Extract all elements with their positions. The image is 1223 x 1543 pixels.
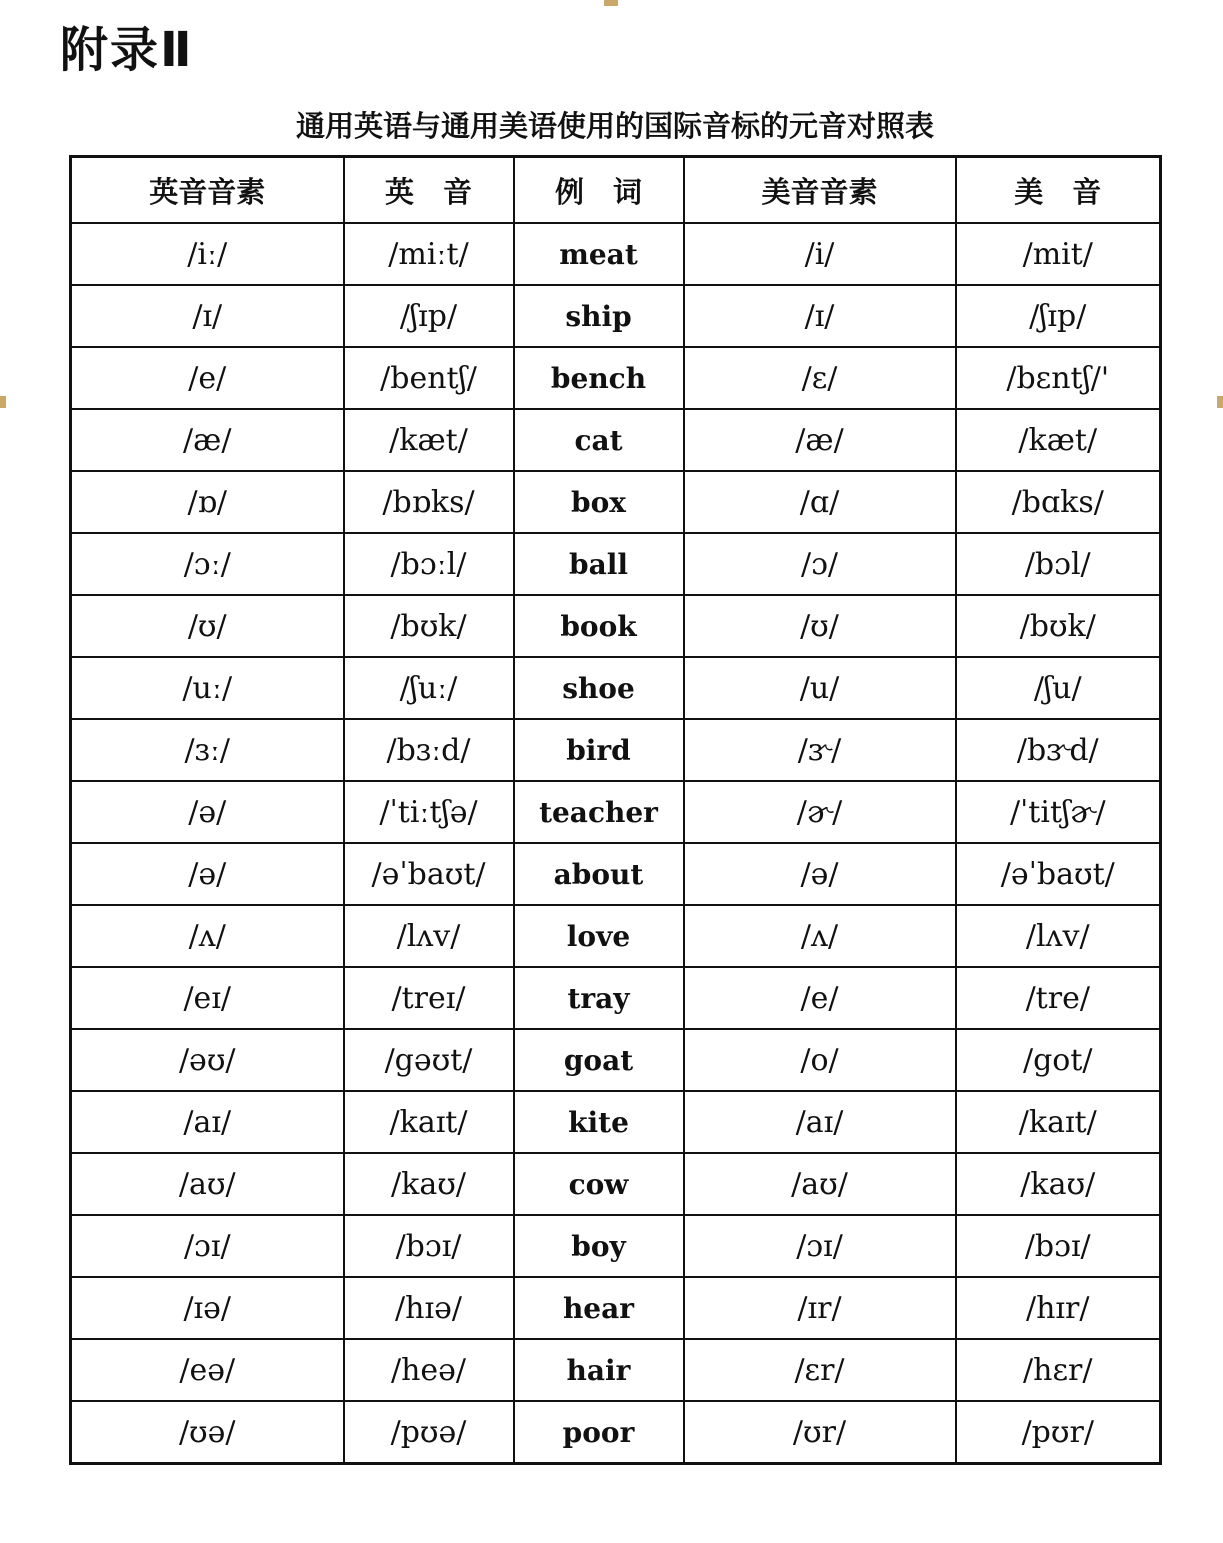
- header-british-phoneme: 英音音素: [71, 157, 344, 224]
- american-pronunciation-cell: /kaɪt/: [956, 1091, 1161, 1153]
- example-word-cell: ball: [514, 533, 684, 595]
- table-row: [71, 657, 1161, 719]
- british-phoneme-cell: /ʊ/: [71, 595, 344, 657]
- american-pronunciation-cell: /hɪr/: [956, 1277, 1161, 1339]
- british-phoneme-cell: /ɔɪ/: [71, 1215, 344, 1277]
- vowel-comparison-table: [69, 155, 1162, 1465]
- british-pronunciation-cell: /bʊk/: [344, 595, 514, 657]
- american-phoneme-cell: /ɑ/: [684, 471, 956, 533]
- american-phoneme-cell: /ɪ/: [684, 285, 956, 347]
- example-word-cell: hear: [514, 1277, 684, 1339]
- american-pronunciation-cell: /bɛntʃ/': [956, 347, 1161, 409]
- example-word-cell: goat: [514, 1029, 684, 1091]
- british-pronunciation-cell: /miːt/: [344, 223, 514, 285]
- american-phoneme-cell: /ɔɪ/: [684, 1215, 956, 1277]
- british-pronunciation-cell: /ʃuː/: [344, 657, 514, 719]
- example-word-cell: teacher: [514, 781, 684, 843]
- table-row: [71, 1401, 1161, 1464]
- british-phoneme-cell: /aʊ/: [71, 1153, 344, 1215]
- header-row: [71, 157, 1161, 224]
- table-caption: 通用英语与通用美语使用的国际音标的元音对照表: [295, 109, 934, 143]
- example-word-cell: bench: [514, 347, 684, 409]
- header-british-pronunciation: 英 音: [344, 157, 514, 224]
- example-word-cell: about: [514, 843, 684, 905]
- american-pronunciation-cell: /bɝd/: [956, 719, 1161, 781]
- table-row: [71, 347, 1161, 409]
- table-row: [71, 967, 1161, 1029]
- british-pronunciation-cell: /lʌv/: [344, 905, 514, 967]
- british-phoneme-cell: /uː/: [71, 657, 344, 719]
- scan-mark-top: [604, 0, 618, 6]
- american-phoneme-cell: /ɛr/: [684, 1339, 956, 1401]
- appendix-title: 附录Ⅱ: [60, 22, 194, 78]
- american-phoneme-cell: /ə/: [684, 843, 956, 905]
- table-row: [71, 1091, 1161, 1153]
- table-row: [71, 1339, 1161, 1401]
- american-phoneme-cell: /e/: [684, 967, 956, 1029]
- table-row: [71, 1153, 1161, 1215]
- british-pronunciation-cell: /bɔːl/: [344, 533, 514, 595]
- american-phoneme-cell: /ɝ/: [684, 719, 956, 781]
- american-phoneme-cell: /u/: [684, 657, 956, 719]
- british-phoneme-cell: /ɒ/: [71, 471, 344, 533]
- american-pronunciation-cell: /bɔɪ/: [956, 1215, 1161, 1277]
- british-pronunciation-cell: /kæt/: [344, 409, 514, 471]
- example-word-cell: meat: [514, 223, 684, 285]
- british-phoneme-cell: /ə/: [71, 781, 344, 843]
- british-pronunciation-cell: /bentʃ/: [344, 347, 514, 409]
- example-word-cell: kite: [514, 1091, 684, 1153]
- british-phoneme-cell: /ɔː/: [71, 533, 344, 595]
- example-word-cell: tray: [514, 967, 684, 1029]
- table-row: [71, 1029, 1161, 1091]
- british-phoneme-cell: /ɪ/: [71, 285, 344, 347]
- british-pronunciation-cell: /ʃɪp/: [344, 285, 514, 347]
- example-word-cell: hair: [514, 1339, 684, 1401]
- american-pronunciation-cell: /ʃu/: [956, 657, 1161, 719]
- british-phoneme-cell: /ʌ/: [71, 905, 344, 967]
- american-pronunciation-cell: /got/: [956, 1029, 1161, 1091]
- table-row: [71, 409, 1161, 471]
- table-body: [71, 223, 1161, 1464]
- example-word-cell: cat: [514, 409, 684, 471]
- british-phoneme-cell: /eə/: [71, 1339, 344, 1401]
- american-phoneme-cell: /aɪ/: [684, 1091, 956, 1153]
- table-row: [71, 719, 1161, 781]
- american-phoneme-cell: /ʌ/: [684, 905, 956, 967]
- american-pronunciation-cell: /tre/: [956, 967, 1161, 1029]
- american-pronunciation-cell: /kæt/: [956, 409, 1161, 471]
- example-word-cell: bird: [514, 719, 684, 781]
- american-phoneme-cell: /ɔ/: [684, 533, 956, 595]
- example-word-cell: poor: [514, 1401, 684, 1464]
- british-phoneme-cell: /ʊə/: [71, 1401, 344, 1464]
- american-pronunciation-cell: /mit/: [956, 223, 1161, 285]
- table-row: [71, 843, 1161, 905]
- american-pronunciation-cell: /ˈtitʃɚ/: [956, 781, 1161, 843]
- american-phoneme-cell: /ɪr/: [684, 1277, 956, 1339]
- example-word-cell: cow: [514, 1153, 684, 1215]
- british-pronunciation-cell: /heə/: [344, 1339, 514, 1401]
- british-pronunciation-cell: /treɪ/: [344, 967, 514, 1029]
- american-phoneme-cell: /ɛ/: [684, 347, 956, 409]
- american-phoneme-cell: /ɚ/: [684, 781, 956, 843]
- british-phoneme-cell: /æ/: [71, 409, 344, 471]
- american-phoneme-cell: /aʊ/: [684, 1153, 956, 1215]
- example-word-cell: box: [514, 471, 684, 533]
- british-pronunciation-cell: /kaɪt/: [344, 1091, 514, 1153]
- scan-mark-right: [1217, 396, 1223, 408]
- british-phoneme-cell: /iː/: [71, 223, 344, 285]
- example-word-cell: ship: [514, 285, 684, 347]
- british-pronunciation-cell: /kaʊ/: [344, 1153, 514, 1215]
- table-row: [71, 533, 1161, 595]
- header-american-phoneme: 美音音素: [684, 157, 956, 224]
- table-row: [71, 223, 1161, 285]
- british-pronunciation-cell: /bɜːd/: [344, 719, 514, 781]
- british-pronunciation-cell: /gəʊt/: [344, 1029, 514, 1091]
- header-example-word: 例 词: [514, 157, 684, 224]
- example-word-cell: boy: [514, 1215, 684, 1277]
- british-pronunciation-cell: /hɪə/: [344, 1277, 514, 1339]
- example-word-cell: book: [514, 595, 684, 657]
- american-pronunciation-cell: /ʃɪp/: [956, 285, 1161, 347]
- header-american-pronunciation: 美 音: [956, 157, 1161, 224]
- american-pronunciation-cell: /bʊk/: [956, 595, 1161, 657]
- table-row: [71, 1277, 1161, 1339]
- american-pronunciation-cell: /əˈbaʊt/: [956, 843, 1161, 905]
- table-row: [71, 781, 1161, 843]
- american-pronunciation-cell: /lʌv/: [956, 905, 1161, 967]
- british-pronunciation-cell: /əˈbaʊt/: [344, 843, 514, 905]
- american-phoneme-cell: /ʊ/: [684, 595, 956, 657]
- british-phoneme-cell: /ɪə/: [71, 1277, 344, 1339]
- american-phoneme-cell: /æ/: [684, 409, 956, 471]
- british-phoneme-cell: /e/: [71, 347, 344, 409]
- american-pronunciation-cell: /bɔl/: [956, 533, 1161, 595]
- table-row: [71, 1215, 1161, 1277]
- table-row: [71, 595, 1161, 657]
- table-row: [71, 285, 1161, 347]
- american-pronunciation-cell: /kaʊ/: [956, 1153, 1161, 1215]
- american-phoneme-cell: /i/: [684, 223, 956, 285]
- british-pronunciation-cell: /ˈtiːtʃə/: [344, 781, 514, 843]
- american-phoneme-cell: /o/: [684, 1029, 956, 1091]
- american-phoneme-cell: /ʊr/: [684, 1401, 956, 1464]
- american-pronunciation-cell: /bɑks/: [956, 471, 1161, 533]
- table-row: [71, 905, 1161, 967]
- british-phoneme-cell: /ɜː/: [71, 719, 344, 781]
- british-phoneme-cell: /eɪ/: [71, 967, 344, 1029]
- british-phoneme-cell: /əʊ/: [71, 1029, 344, 1091]
- british-pronunciation-cell: /bɒks/: [344, 471, 514, 533]
- scan-mark-left: [0, 396, 6, 408]
- american-pronunciation-cell: /pʊr/: [956, 1401, 1161, 1464]
- table-row: [71, 471, 1161, 533]
- british-pronunciation-cell: /bɔɪ/: [344, 1215, 514, 1277]
- example-word-cell: shoe: [514, 657, 684, 719]
- british-phoneme-cell: /ə/: [71, 843, 344, 905]
- american-pronunciation-cell: /hɛr/: [956, 1339, 1161, 1401]
- british-pronunciation-cell: /pʊə/: [344, 1401, 514, 1464]
- example-word-cell: love: [514, 905, 684, 967]
- british-phoneme-cell: /aɪ/: [71, 1091, 344, 1153]
